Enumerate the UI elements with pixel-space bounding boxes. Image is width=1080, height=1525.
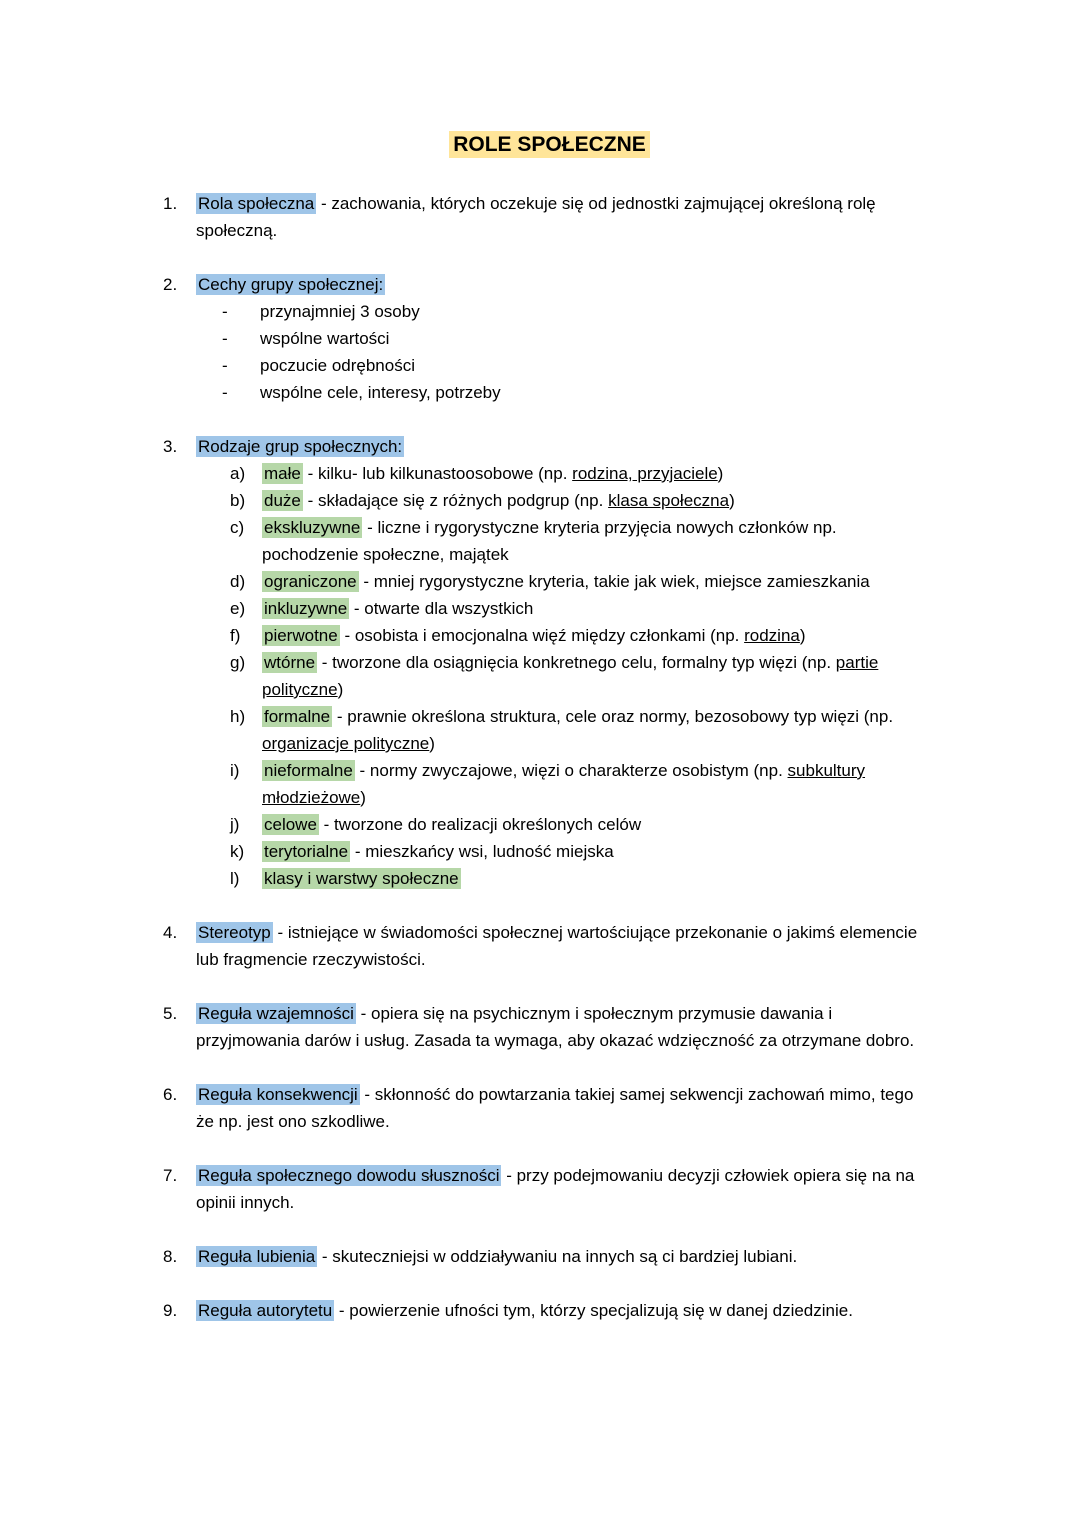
item-body — [196, 1243, 936, 1270]
highlighted-term: pierwotne — [264, 626, 338, 645]
highlighted-term: Cechy grupy społecznej: — [198, 275, 384, 294]
letter-label: a) — [230, 464, 246, 483]
text-run: - istniejące w świadomości społecznej wartościujące przekonanie o jakimś elemencie lub fragmencie rzeczywistości. — [196, 923, 918, 969]
lettered-list-item — [196, 865, 936, 892]
underlined-text: klasa społeczna — [608, 491, 730, 510]
item-body — [196, 190, 936, 244]
text-run: - zachowania, których oczekuje się od jednostki zajmującej określoną rolę społeczną. — [196, 194, 876, 240]
list-item — [163, 1000, 936, 1054]
lettered-list-item — [196, 487, 936, 514]
item-paragraph — [196, 1162, 936, 1216]
text-run: - tworzone dla osiągnięcia konkretnego celu, formalny typ więzi (np. — [317, 653, 836, 672]
highlighted-term: ekskluzywne — [264, 518, 361, 537]
lettered-item-text — [262, 622, 936, 649]
underlined-text: organizacje polityczne — [262, 734, 430, 753]
highlighted-term: wtórne — [264, 653, 316, 672]
text-run: - mieszkańcy wsi, ludność miejska — [350, 842, 614, 861]
letter-label: l) — [230, 869, 240, 888]
highlighted-term: ograniczone — [264, 572, 357, 591]
highlighted-term: celowe — [264, 815, 317, 834]
text-run: ) — [729, 491, 735, 510]
text-run: - liczne i rygorystyczne kryteria przyjęcia nowych członków np. pochodzenie społeczne, majątek — [262, 518, 837, 564]
highlighted-term: duże — [264, 491, 301, 510]
item-paragraph — [196, 1081, 936, 1135]
lettered-item-text — [262, 649, 936, 703]
lettered-item-text — [262, 757, 936, 811]
lettered-list-item — [196, 811, 936, 838]
dash-bullet: - — [222, 329, 228, 348]
dash-item-text: poczucie odrębności — [260, 356, 415, 375]
lettered-list-item — [196, 460, 936, 487]
lettered-item-text — [262, 460, 936, 487]
item-number: 3. — [163, 437, 178, 456]
highlighted-term: Reguła lubienia — [198, 1247, 316, 1266]
underlined-text: rodzina — [744, 626, 800, 645]
list-item — [163, 1297, 936, 1324]
list-item — [163, 271, 936, 406]
item-number: 7. — [163, 1166, 178, 1185]
highlighted-term: nieformalne — [264, 761, 353, 780]
highlighted-term: Reguła konsekwencji — [198, 1085, 358, 1104]
letter-label: e) — [230, 599, 246, 618]
dash-item-text: wspólne wartości — [260, 329, 390, 348]
underlined-text: rodzina, przyjaciele — [572, 464, 718, 483]
highlighted-term: Reguła autorytetu — [198, 1301, 333, 1320]
item-body — [196, 271, 936, 406]
letter-label: f) — [230, 626, 241, 645]
text-run: - opiera się na psychicznym i społecznym przymusie dawania i przyjmowania darów i usług. Zasada ta wymaga, aby okazać wdzięczność za otrzymane dobro. — [196, 1004, 915, 1050]
dash-bullet: - — [222, 302, 228, 321]
underlined-text: partie polityczne — [262, 653, 879, 699]
list-item — [163, 433, 936, 892]
item-number: 4. — [163, 923, 178, 942]
lettered-item-text — [262, 568, 936, 595]
text-run: - kilku- lub kilkunastoosobowe (np. — [302, 464, 573, 483]
text-run: ) — [429, 734, 435, 753]
text-run: - otwarte dla wszystkich — [349, 599, 534, 618]
lettered-list-item — [196, 514, 936, 568]
lettered-item-text — [262, 865, 936, 892]
lettered-list-item — [196, 595, 936, 622]
lettered-list-item — [196, 703, 936, 757]
highlighted-term: formalne — [264, 707, 331, 726]
item-body — [196, 1162, 936, 1216]
dash-list-item — [196, 352, 936, 379]
item-paragraph — [196, 1000, 936, 1054]
title-row — [163, 131, 936, 159]
item-number: 9. — [163, 1301, 178, 1320]
text-run: ) — [717, 464, 724, 483]
letter-label: g) — [230, 653, 246, 672]
list-item — [163, 1243, 936, 1270]
text-run: - przy podejmowaniu decyzji człowiek opiera się na na opinii innych. — [196, 1166, 915, 1212]
text-run: - skłonność do powtarzania takiej samej sekwencji zachowań mimo, tego że np. jest ono szkodliwe. — [196, 1085, 914, 1131]
text-run: ) — [360, 788, 366, 807]
list-item — [163, 919, 936, 973]
lettered-list-item — [196, 757, 936, 811]
lettered-item-text — [262, 514, 936, 568]
dash-item-text: przynajmniej 3 osoby — [260, 302, 420, 321]
letter-label: k) — [230, 842, 245, 861]
dash-list-item — [196, 298, 936, 325]
text-run: - składające się z różnych podgrup (np. — [302, 491, 609, 510]
item-body — [196, 1297, 936, 1324]
underlined-text: subkultury młodzieżowe — [262, 761, 866, 807]
text-run: ) — [799, 626, 806, 645]
item-paragraph — [196, 190, 936, 244]
item-body — [196, 1000, 936, 1054]
text-run: - skuteczniejsi w oddziaływaniu na innych są ci bardziej lubiani. — [317, 1247, 798, 1266]
text-run: - normy zwyczajowe, więzi o charakterze osobistym (np. — [354, 761, 788, 780]
item-number: 8. — [163, 1247, 178, 1266]
text-run: - tworzone do realizacji określonych celów — [318, 815, 642, 834]
highlighted-term: Stereotyp — [198, 923, 271, 942]
item-paragraph — [196, 1297, 936, 1324]
highlighted-term: klasy i warstwy społeczne — [264, 869, 459, 888]
dash-bullet: - — [222, 356, 228, 375]
letter-label: j) — [230, 815, 240, 834]
text-run: - powierzenie ufności tym, którzy specjalizują się w danej dziedzinie. — [334, 1301, 853, 1320]
dash-list-item — [196, 325, 936, 352]
highlighted-term: Rola społeczna — [198, 194, 315, 213]
lettered-item-text — [262, 703, 936, 757]
items-list — [163, 190, 936, 1324]
list-item — [163, 190, 936, 244]
item-number: 5. — [163, 1004, 178, 1023]
lettered-list-item — [196, 838, 936, 865]
highlighted-term: inkluzywne — [264, 599, 348, 618]
letter-label: i) — [230, 761, 240, 780]
highlighted-term: Reguła społecznego dowodu słuszności — [198, 1166, 500, 1185]
letter-label: c) — [230, 518, 245, 537]
document-title: ROLE SPOŁECZNE — [449, 131, 650, 158]
item-number: 2. — [163, 275, 178, 294]
lettered-item-text — [262, 487, 936, 514]
text-run: - prawnie określona struktura, cele oraz normy, bezosobowy typ więzi (np. — [332, 707, 894, 726]
text-run: - osobista i emocjonalna więź między członkami (np. — [339, 626, 745, 645]
dash-item-text: wspólne cele, interesy, potrzeby — [260, 383, 501, 402]
list-item — [163, 1162, 936, 1216]
highlighted-term: małe — [264, 464, 301, 483]
highlighted-term: terytorialne — [264, 842, 349, 861]
highlighted-term: Reguła wzajemności — [198, 1004, 354, 1023]
item-paragraph — [196, 1243, 936, 1270]
lettered-list-item — [196, 649, 936, 703]
lettered-item-text — [262, 838, 936, 865]
lettered-list-item — [196, 568, 936, 595]
letter-label: b) — [230, 491, 246, 510]
item-number: 1. — [163, 194, 178, 213]
item-body — [196, 919, 936, 973]
item-number: 6. — [163, 1085, 178, 1104]
lettered-item-text — [262, 811, 936, 838]
lettered-list-item — [196, 622, 936, 649]
item-body — [196, 1081, 936, 1135]
letter-label: d) — [230, 572, 246, 591]
text-run: - mniej rygorystyczne kryteria, takie jak wiek, miejsce zamieszkania — [358, 572, 870, 591]
list-item — [163, 1081, 936, 1135]
item-paragraph — [196, 919, 936, 973]
item-body — [196, 433, 936, 892]
lettered-item-text — [262, 595, 936, 622]
text-run: ) — [337, 680, 344, 699]
letter-label: h) — [230, 707, 246, 726]
highlighted-term: Rodzaje grup społecznych: — [198, 437, 403, 456]
dash-bullet: - — [222, 383, 228, 402]
dash-list-item — [196, 379, 936, 406]
item-paragraph — [196, 271, 936, 298]
item-paragraph — [196, 433, 936, 460]
